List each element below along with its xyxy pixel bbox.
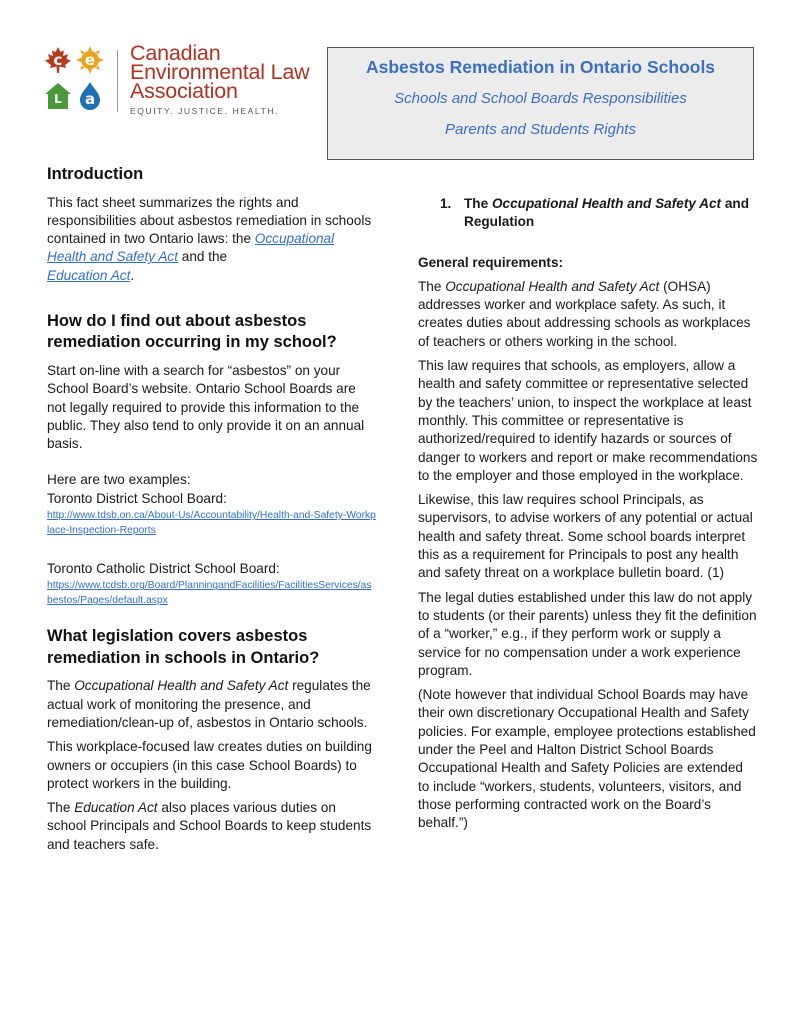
left-column (47, 164, 377, 854)
maple-leaf-icon: c (44, 46, 72, 74)
intro-text-mid: and the (177, 249, 228, 265)
general-paragraph-4: The legal duties established under this law do not apply to students (or their parents) unless they fit the definition of a “worker,” e.g., if they perform work or supply a service for no compensation under a work experience program. (418, 589, 757, 678)
logo-divider (117, 50, 118, 112)
general-paragraph-1: The Occupational Health and Safety Act (OHSA) addresses worker and workplace safety. As such, it creates duties about addressing schools as workplaces of teachers or others working in the school. (418, 278, 751, 349)
general-paragraph-3: Likewise, this law requires school Principals, as supervisors, to advise workers of any potential or actual health and safety threat. Some school boards interpret this as a requirement for Principals to post any health and safety threat on a workplace bulletin board. (1) (418, 492, 753, 581)
sun-icon: e (76, 46, 104, 74)
tdsb-url-link[interactable]: http://www.tdsb.on.ca/About-Us/Accountability/Health-and-Safety-Workplace-Inspection-Reports (47, 510, 376, 537)
legislation-paragraph-3: The Education Act also places various duties on school Principals and School Boards to keep students and teachers safe. (47, 800, 372, 852)
examples-intro: Here are two examples: (47, 472, 191, 488)
example-board-tdsb: Toronto District School Board: (47, 490, 227, 506)
house-icon: L (44, 82, 72, 110)
legislation-paragraph-1: The Occupational Health and Safety Act regulates the actual work of monitoring the presence, and remediation/clean-up of, asbestos in Ontario schools. (47, 678, 371, 730)
logo-tagline: EQUITY. JUSTICE. HEALTH. (130, 106, 280, 116)
example-board-tcdsb: Toronto Catholic District School Board: (47, 561, 280, 577)
intro-text-end: . (130, 267, 135, 283)
ohsa-link[interactable]: Occupational Health and Safety Act (47, 231, 335, 265)
section-1-heading (418, 195, 758, 232)
section-number: 1. (440, 196, 452, 211)
water-drop-icon: a (76, 82, 104, 110)
intro-text: This fact sheet summarizes the rights and responsibilities about asbestos remediation in schools contained in two Ontario laws: the (47, 194, 372, 247)
logo-name-line2: Environmental Law (130, 60, 310, 84)
education-act-link[interactable]: Education Act (47, 267, 131, 283)
find-out-heading: How do I find out about asbestos remediation occurring in my school? (47, 311, 337, 352)
legislation-paragraph-2: This workplace-focused law creates duties on building owners or occupiers (in this case School Boards) to protect workers in the building. (47, 739, 372, 791)
tcdsb-url-link[interactable]: https://www.tcdsb.org/Board/PlanningandFacilities/FacilitiesServices/asbestos/Pages/default.aspx (47, 580, 372, 607)
logo-name-line3: Association (130, 79, 238, 103)
document-title: Asbestos Remediation in Ontario Schools (365, 57, 716, 77)
introduction-paragraph (47, 194, 377, 285)
title-box (327, 47, 754, 160)
logo-icon-grid (44, 46, 106, 112)
section-title: The Occupational Health and Safety Act and Regulation (464, 196, 750, 230)
cela-logo (44, 41, 314, 120)
legislation-heading: What legislation covers asbestos remediation in schools in Ontario? (47, 627, 320, 667)
find-out-paragraph: Start on-line with a search for “asbestos” on your School Board’s website. Ontario School Boards are not legally required to provide this information to the public. They also tend to only provide it on an annual basis. (47, 362, 365, 452)
introduction-heading: Introduction (47, 165, 144, 183)
general-paragraph-2: This law requires that schools, as employers, allow a health and safety committee or representative selected by the teachers’ union, to inspect the workplace at least monthly. This committee or representative is authorized/required to identify hazards or sources of danger to workers and report or make recommendations to the employer and those employed in the workplace. (418, 358, 758, 483)
right-column (418, 195, 758, 833)
document-subtitle-1: Schools and School Boards Responsibilities (394, 90, 687, 107)
general-requirements-heading: General requirements: (418, 254, 564, 270)
logo-wordmark (130, 41, 310, 116)
logo-name-line1: Canadian (130, 41, 221, 65)
general-paragraph-5: (Note however that individual School Boards may have their own discretionary Occupational Health and Safety policies. For example, employee protections established under the Peel and Halton District School Boards Occupational Health and Safety Policies are extended to include “workers, students, volunteers, visitors, and those performing contracted work on the Board’s behalf.”) (418, 687, 756, 831)
document-subtitle-2: Parents and Students Rights (445, 121, 636, 138)
